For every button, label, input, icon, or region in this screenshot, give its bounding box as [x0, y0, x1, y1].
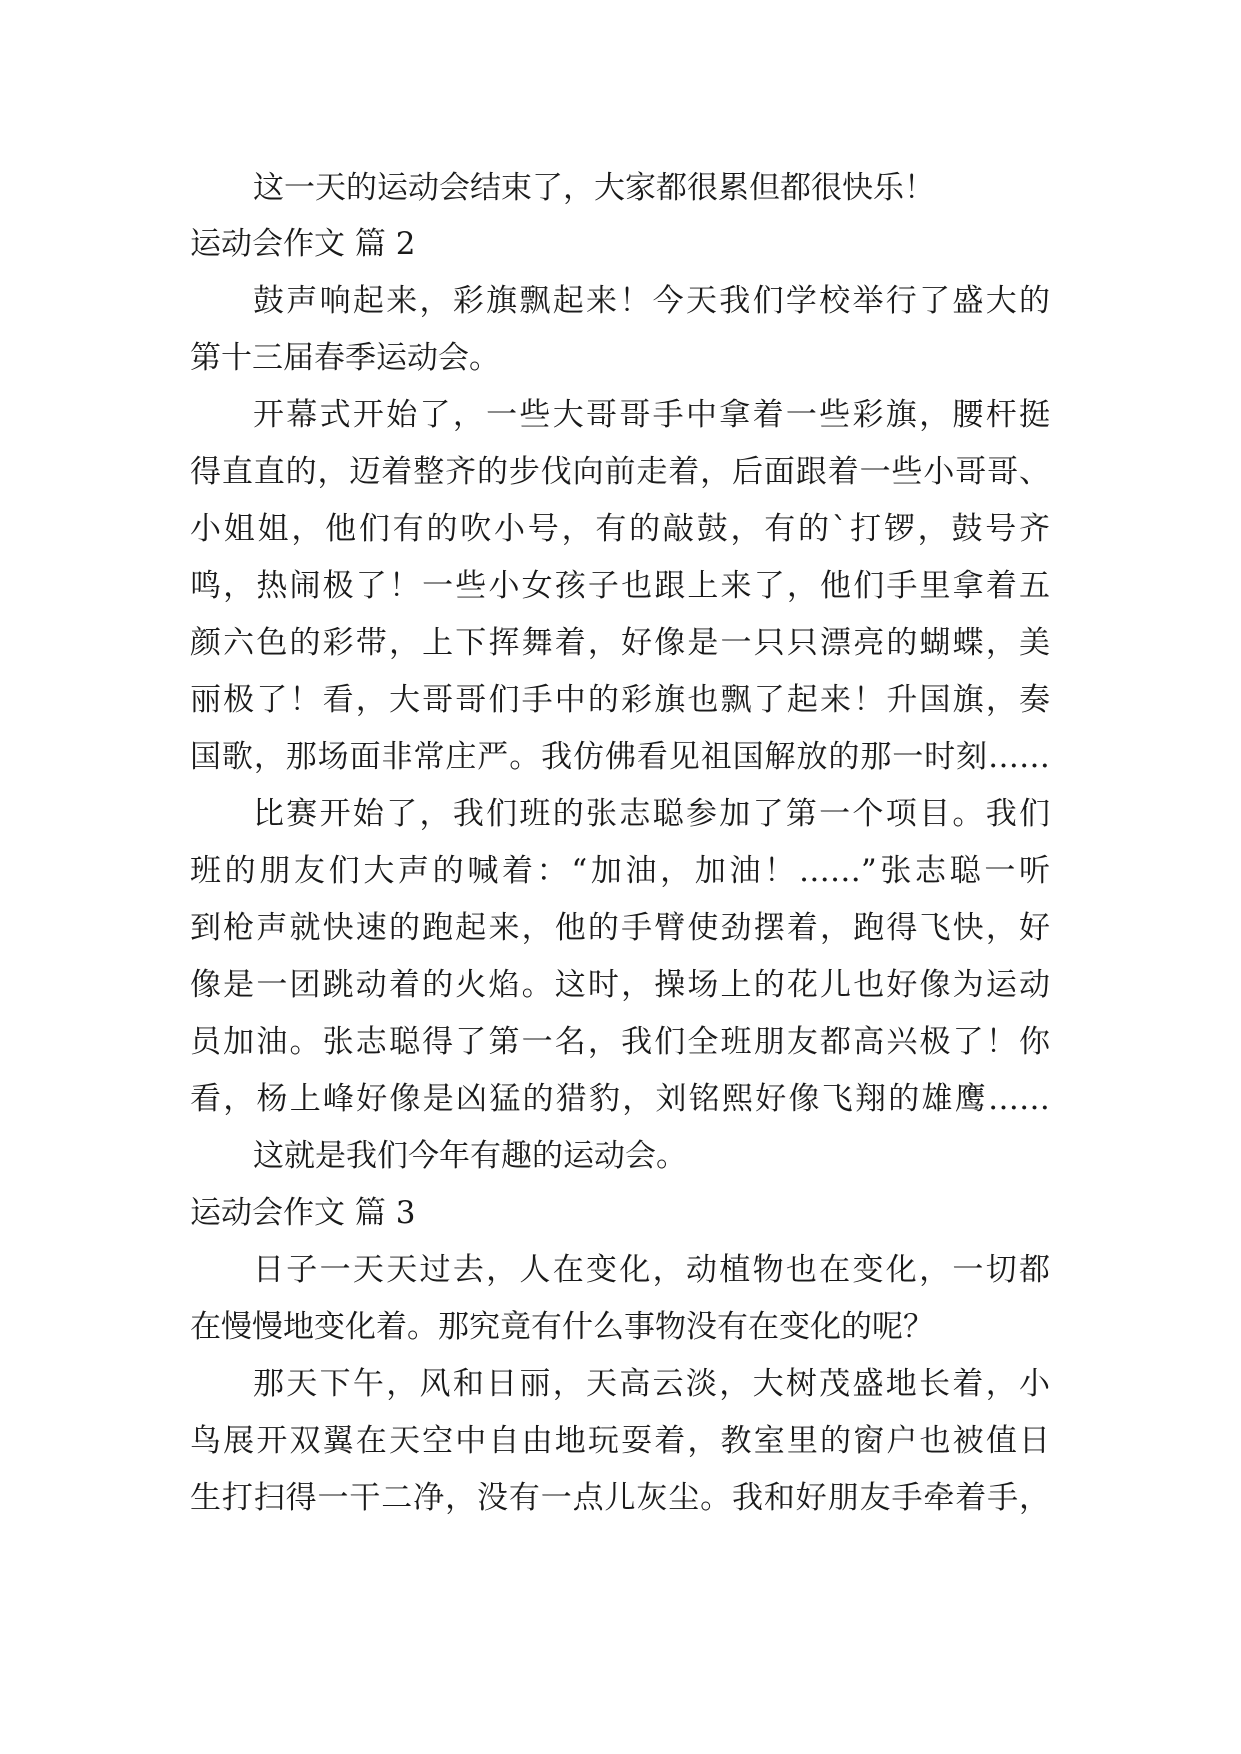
paragraph-line: 生打扫得一干二净，没有一点儿灰尘。我和好朋友手牵着手， — [190, 1480, 1050, 1516]
paragraph-line: 班的朋友们大声的喊着：“加油，加油！……”张志聪一听 — [190, 853, 1050, 889]
section-heading: 运动会作文 篇 3 — [190, 1195, 416, 1231]
paragraph-line: 到枪声就快速的跑起来，他的手臂使劲摆着，跑得飞快，好 — [190, 910, 1050, 946]
section-heading: 运动会作文 篇 2 — [190, 226, 416, 262]
paragraph-line: 丽极了！看，大哥哥们手中的彩旗也飘了起来！升国旗，奏 — [190, 682, 1050, 718]
paragraph-line: 第十三届春季运动会。 — [190, 340, 500, 376]
paragraph-line: 在慢慢地变化着。那究竟有什么事物没有在变化的呢？ — [190, 1309, 934, 1345]
paragraph-line: 日子一天天过去，人在变化，动植物也在变化，一切都 — [253, 1252, 1050, 1288]
paragraph-line: 这一天的运动会结束了，大家都很累但都很快乐！ — [253, 170, 935, 206]
paragraph-line: 开幕式开始了，一些大哥哥手中拿着一些彩旗，腰杆挺 — [253, 397, 1050, 433]
paragraph-line: 鸣，热闹极了！一些小女孩子也跟上来了，他们手里拿着五 — [190, 568, 1050, 604]
paragraph-line: 鼓声响起来，彩旗飘起来！今天我们学校举行了盛大的 — [253, 283, 1050, 319]
paragraph-line: 看，杨上峰好像是凶猛的猎豹，刘铭熙好像飞翔的雄鹰…… — [190, 1081, 1050, 1117]
paragraph-line: 这就是我们今年有趣的运动会。 — [253, 1138, 687, 1174]
paragraph-line: 小姐姐，他们有的吹小号，有的敲鼓，有的`打锣，鼓号齐 — [190, 511, 1050, 547]
paragraph-line: 那天下午，风和日丽，天高云淡，大树茂盛地长着，小 — [253, 1366, 1050, 1402]
paragraph-line: 颜六色的彩带，上下挥舞着，好像是一只只漂亮的蝴蝶，美 — [190, 625, 1050, 661]
paragraph-line: 国歌，那场面非常庄严。我仿佛看见祖国解放的那一时刻…… — [190, 739, 1050, 775]
paragraph-line: 鸟展开双翼在天空中自由地玩耍着，教室里的窗户也被值日 — [190, 1423, 1050, 1459]
paragraph-line: 得直直的，迈着整齐的步伐向前走着，后面跟着一些小哥哥、 — [190, 454, 1050, 490]
paragraph-line: 比赛开始了，我们班的张志聪参加了第一个项目。我们 — [253, 796, 1050, 832]
paragraph-line: 像是一团跳动着的火焰。这时，操场上的花儿也好像为运动 — [190, 967, 1050, 1003]
paragraph-line: 员加油。张志聪得了第一名，我们全班朋友都高兴极了！你 — [190, 1024, 1050, 1060]
